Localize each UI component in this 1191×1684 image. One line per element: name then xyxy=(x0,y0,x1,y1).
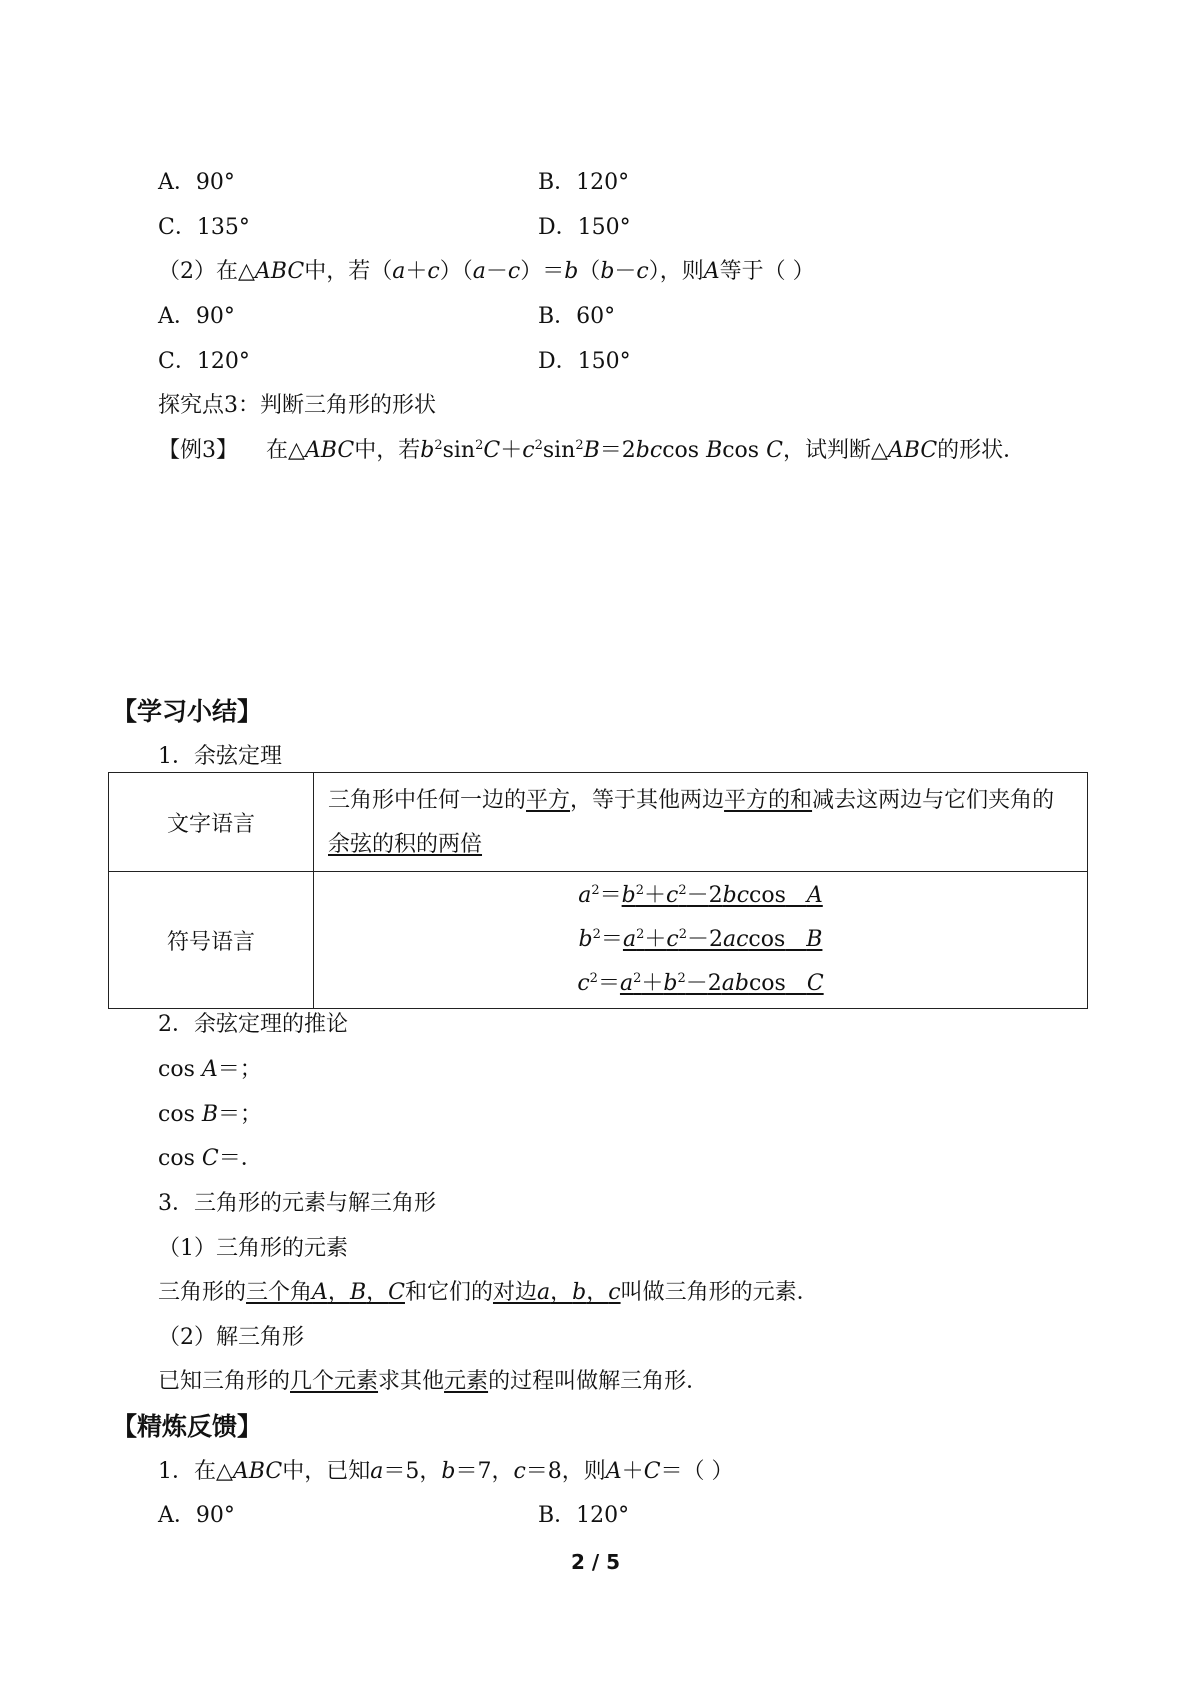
summary-item-3: 3．三角形的元素与解三角形 xyxy=(158,1191,436,1216)
q1-option-c: C．135° xyxy=(158,215,250,240)
q1-option-d: D．150° xyxy=(538,215,631,240)
summary-sub-1: （1）三角形的元素 xyxy=(158,1236,348,1261)
explore-point-3: 探究点3：判断三角形的形状 xyxy=(158,393,436,418)
corollary-cos-c: cos C＝． xyxy=(158,1146,263,1171)
formula-a: $a^2=b^2+c^2-2bccos$ A xyxy=(578,883,823,908)
summary-sub-2: （2）解三角形 xyxy=(158,1325,304,1350)
formula-c: $c^2=a^2+b^2-2abcos$ C xyxy=(577,971,824,996)
feedback-q1-option-b: B．120° xyxy=(538,1503,630,1528)
formula-b: $b^2=a^2+c^2-2accos$ B xyxy=(578,927,823,952)
summary-item-2: 2．余弦定理的推论 xyxy=(158,1012,348,1037)
row-content-text-language: 三角形中任何一边的平方，等于其他两边平方的和减去这两边与它们夹角的余弦的积的两倍 xyxy=(314,773,1088,872)
feedback-q1-stem: 1．在△ABC中，已知a＝5，b＝7，c＝8，则A＋C＝（ ） xyxy=(158,1459,734,1484)
cosine-law-table xyxy=(108,772,1088,1009)
q2-stem: （2）在△ABC中，若（a＋c）（a－c）＝b（b－c），则A等于（ ） xyxy=(158,259,815,284)
q2-option-b: B．60° xyxy=(538,304,616,329)
corollary-cos-a: cos A＝； xyxy=(158,1057,262,1082)
table-row xyxy=(109,773,1088,872)
q2-option-d: D．150° xyxy=(538,349,631,374)
summary-item-1: 1．余弦定理 xyxy=(158,744,282,769)
q2-option-a: A．90° xyxy=(158,304,235,329)
solving-triangle-definition: 已知三角形的几个元素求其他元素的过程叫做解三角形． xyxy=(158,1369,709,1394)
corollary-cos-b: cos B＝； xyxy=(158,1102,263,1127)
q2-option-c: C．120° xyxy=(158,349,250,374)
example-3: 【例3】 在△ABC中，若$b^2\sin^2C+c^2\sin^2B=2bccos$ Bcos C，试判断△ABC的形状． xyxy=(158,438,1026,463)
table-row xyxy=(109,872,1088,1009)
row-label-symbol-language: 符号语言 xyxy=(109,872,314,1009)
feedback-q1-option-a: A．90° xyxy=(158,1503,235,1528)
page-number: 2 / 5 xyxy=(570,1550,621,1574)
q1-option-a: A．90° xyxy=(158,170,235,195)
row-content-symbol-language xyxy=(314,872,1088,1009)
row-label-text-language: 文字语言 xyxy=(109,773,314,872)
q1-option-b: B．120° xyxy=(538,170,630,195)
triangle-elements-definition: 三角形的三个角A，B，C和它们的对边a，b，c叫做三角形的元素． xyxy=(158,1280,819,1305)
feedback-heading: 【精炼反馈】 xyxy=(112,1412,263,1441)
summary-heading: 【学习小结】 xyxy=(112,697,263,726)
